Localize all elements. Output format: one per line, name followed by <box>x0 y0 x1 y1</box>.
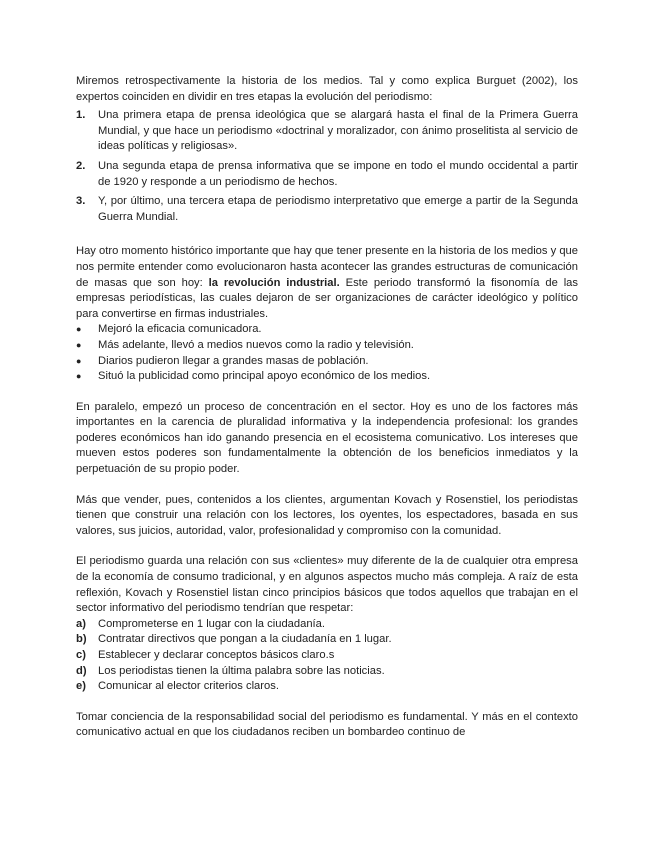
list-item-text: Una primera etapa de prensa ideológica que se alargará hasta el final de la Primera Guerra Mundial, y que hace un periodismo «doctrinal y moralizador, con ánimo proselitista al servicio de ideas políticas y religiosas». <box>98 109 578 153</box>
list-item-text: Los periodistas tienen la última palabra sobre las noticias. <box>98 664 385 677</box>
principles-intro-paragraph: El periodismo guarda una relación con sus «clientes» muy diferente de la de cualquier otra empresa de la economía de consumo tradicional, y en algunos aspectos mucho más compleja. A raíz de esta reflexión, Kovach y Rosenstiel listan cinco principios básicos que todos aquellos que trabajan en el sector informativo del periodismo tendrían que respetar: <box>76 555 578 615</box>
list-number: 3 . <box>76 194 98 210</box>
list-item <box>76 108 578 155</box>
list-item-text: Y, por último, una tercera etapa de periodismo interpretativo que emerge a partir de la Segunda Guerra Mundial. <box>98 195 578 223</box>
paragraph-text: Hay otro momento histórico importante que hay que tener presente en la historia de los medios y que nos permite entender como evolucionaron hasta acontecer las grandes estructuras de comunicación de masas que son hoy: <box>76 245 578 289</box>
bold-term: la revolución industrial. <box>208 276 340 289</box>
list-item <box>76 664 578 680</box>
list-item: ● Diarios pudieron llegar a grandes masas de población. <box>76 354 578 370</box>
paragraph-text: Este periodo transformó la fisonomía de las empresas periodísticas, las cuales dejaron de ser organizaciones de carácter ideológico y político para convertirse en firmas industriales. <box>76 276 578 320</box>
list-letter: b ) <box>76 632 87 648</box>
list-item-text: Contratar directivos que pongan a la ciudadanía en 1 lugar. <box>98 633 392 646</box>
effects-bullet-list <box>76 322 578 384</box>
list-letter: c ) <box>76 648 86 664</box>
list-item-text: Una segunda etapa de prensa informativa que se impone en todo el mundo occidental a partir de 1920 y responde a un periodismo de hechos. <box>98 159 578 188</box>
list-letter: d ) <box>76 664 87 680</box>
list-item: ● Más adelante, llevó a medios nuevos como la radio y televisión. <box>76 338 578 354</box>
list-item <box>76 632 578 648</box>
principles-list <box>76 617 578 695</box>
list-item-text: Establecer y declarar conceptos básicos claro.s <box>98 649 335 661</box>
list-item-text: Comunicar al elector criterios claros. <box>98 680 279 693</box>
list-letter: a ) <box>76 617 86 633</box>
list-item <box>76 648 578 664</box>
industrial-revolution-paragraph <box>76 244 578 322</box>
list-number: 1 . <box>76 108 98 124</box>
concentration-paragraph: En paralelo, empezó un proceso de concentración en el sector. Hoy es uno de los factores más importantes en la carencia de pluralidad informativa y la independencia profesional: los grandes poderes económicos han ido ganando presencia en el ecosistema comunicativo. Los intereses que mueven estos poderes son fundamentalmente la obtención de los beneficios inmediatos y la perpetuación de su propio poder. <box>76 400 578 476</box>
list-item <box>76 159 578 190</box>
list-number: 2 . <box>76 159 98 175</box>
responsibility-paragraph: Tomar conciencia de la responsabilidad social del periodismo es fundamental. Y más en el contexto comunicativo actual en que los ciudadanos reciben un bombardeo continuo de <box>76 710 578 739</box>
list-item <box>76 617 578 633</box>
list-item <box>76 194 578 225</box>
intro-paragraph: Miremos retrospectivamente la historia de los medios. Tal y como explica Burguet (2002), los expertos coinciden en dividir en tres etapas la evolución del periodismo: <box>76 75 578 103</box>
list-item <box>76 679 578 695</box>
list-item: ● Mejoró la eficacia comunicadora. <box>76 322 578 338</box>
relationship-paragraph: Más que vender, pues, contenidos a los clientes, argumentan Kovach y Rosenstiel, los periodistas tienen que construir una relación con los lectores, los oyentes, los espectadores, basada en sus valores, sus juicios, autoridad, valor, profesionalidad y compromiso con la comunidad. <box>76 493 578 537</box>
document-body <box>76 74 578 741</box>
list-item: ● Situó la publicidad como principal apoyo económico de los medios. <box>76 369 578 385</box>
list-letter: e ) <box>76 679 86 695</box>
list-item-text: Comprometerse en 1 lugar con la ciudadanía. <box>98 617 325 630</box>
stages-list <box>76 108 578 225</box>
